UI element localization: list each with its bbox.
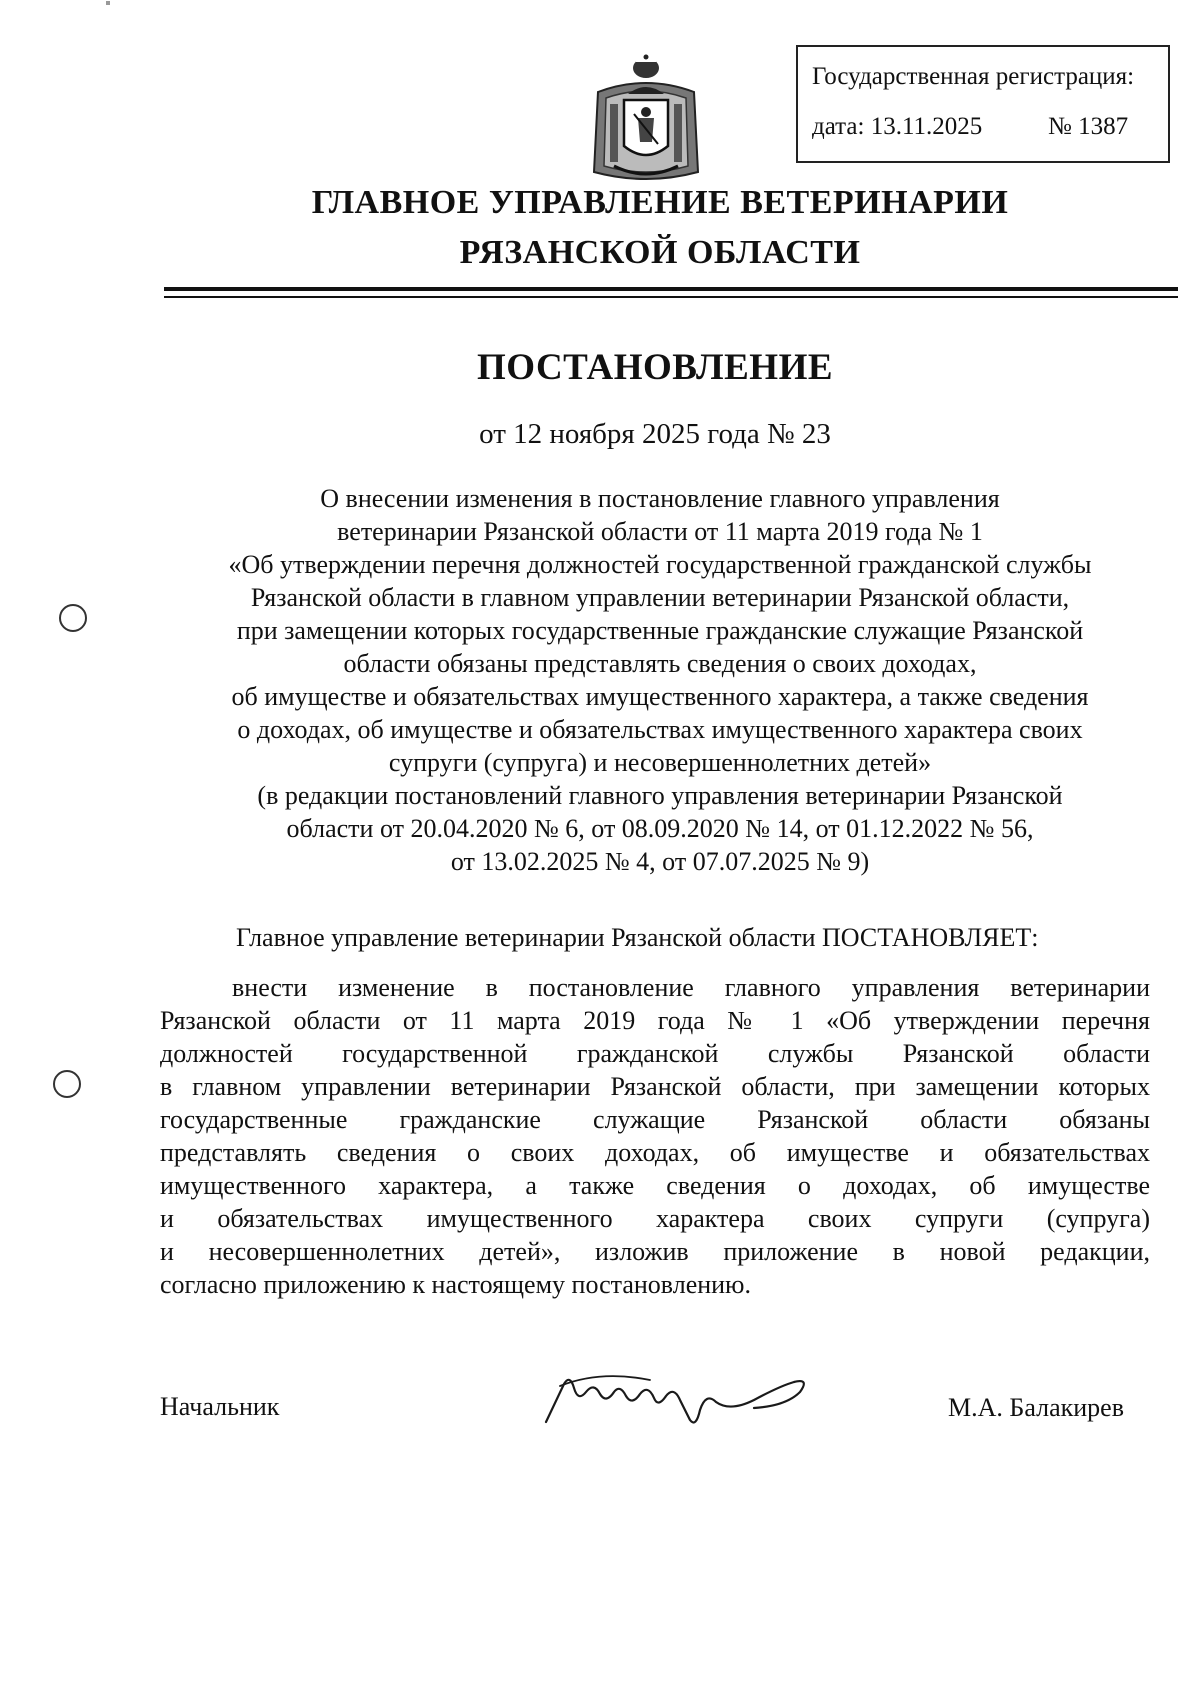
punch-hole-icon — [59, 604, 87, 632]
body-line: в главном управлении ветеринарии Рязанской области, при замещении которых — [160, 1072, 1150, 1101]
subject-line: Рязанской области в главном управлении ветеринарии Рязанской области, — [250, 583, 1070, 612]
scan-artifact — [106, 1, 110, 5]
registration-title: Государственная регистрация: — [812, 63, 1135, 90]
header-divider-thin — [164, 296, 1178, 298]
body-line: представлять сведения о своих доходах, об имуществе и обязательствах — [160, 1138, 1150, 1167]
punch-hole-icon — [53, 1070, 81, 1098]
subject-line: области от 20.04.2020 № 6, от 08.09.2020 № 14, от 01.12.2022 № 56, — [286, 814, 1034, 843]
registration-date: дата: 13.11.2025 — [812, 113, 983, 140]
body-line: имущественного характера, а также сведения о доходах, об имуществе — [160, 1171, 1150, 1200]
ryazan-coat-of-arms-icon — [588, 54, 704, 184]
subject-line: (в редакции постановлений главного управления ветеринарии Рязанской — [257, 781, 1063, 810]
header-divider-thick — [164, 287, 1178, 291]
subject-line: об имуществе и обязательствах имущественного характера, а также сведения — [231, 682, 1089, 711]
body-line: внести изменение в постановление главного управления ветеринарии — [232, 973, 1150, 1002]
body-line: и несовершеннолетних детей», изложив приложение в новой редакции, — [160, 1237, 1150, 1266]
document-subject — [160, 482, 1160, 878]
registration-number: № 1387 — [1048, 113, 1129, 140]
subject-line: области обязаны представлять сведения о своих доходах, — [343, 649, 977, 678]
body-line: Рязанской области от 11 марта 2019 года № 1 «Об утверждении перечня — [160, 1006, 1150, 1035]
body-line: государственные гражданские служащие Рязанской области обязаны — [160, 1105, 1150, 1134]
subject-line: от 13.02.2025 № 4, от 07.07.2025 № 9) — [450, 847, 870, 876]
subject-line: при замещении которых государственные гражданские служащие Рязанской — [236, 616, 1084, 645]
subject-line: «Об утверждении перечня должностей государственной гражданской службы — [228, 550, 1092, 579]
subject-line: ветеринарии Рязанской области от 11 марта 2019 года № 1 — [337, 517, 983, 546]
body-line: должностей государственной гражданской службы Рязанской области — [160, 1039, 1150, 1068]
registration-date-row — [812, 113, 1152, 141]
handwritten-signature-icon — [540, 1362, 820, 1432]
subject-line: О внесении изменения в постановление главного управления — [320, 484, 1000, 513]
organization-name-line1: ГЛАВНОЕ УПРАВЛЕНИЕ ВЕТЕРИНАРИИ — [311, 184, 1009, 221]
document-date-number: от 12 ноября 2025 года № 23 — [479, 418, 831, 450]
signatory-name: М.А. Балакирев — [948, 1393, 1124, 1422]
resolution-intro: Главное управление ветеринарии Рязанской области ПОСТАНОВЛЯЕТ: — [236, 923, 1039, 952]
organization-name-line2: РЯЗАНСКОЙ ОБЛАСТИ — [459, 234, 861, 271]
signatory-position: Начальник — [160, 1392, 280, 1421]
registration-stamp — [796, 45, 1170, 163]
body-line: и обязательствах имущественного характера своих супруги (супруга) — [160, 1204, 1150, 1233]
subject-line: о доходах, об имуществе и обязательствах имущественного характера своих — [237, 715, 1083, 744]
subject-line: супруги (супруга) и несовершеннолетних детей» — [388, 748, 932, 777]
body-line: согласно приложению к настоящему постановлению. — [160, 1270, 751, 1299]
resolution-body — [160, 971, 1150, 1301]
document-type-heading: ПОСТАНОВЛЕНИЕ — [476, 347, 834, 388]
